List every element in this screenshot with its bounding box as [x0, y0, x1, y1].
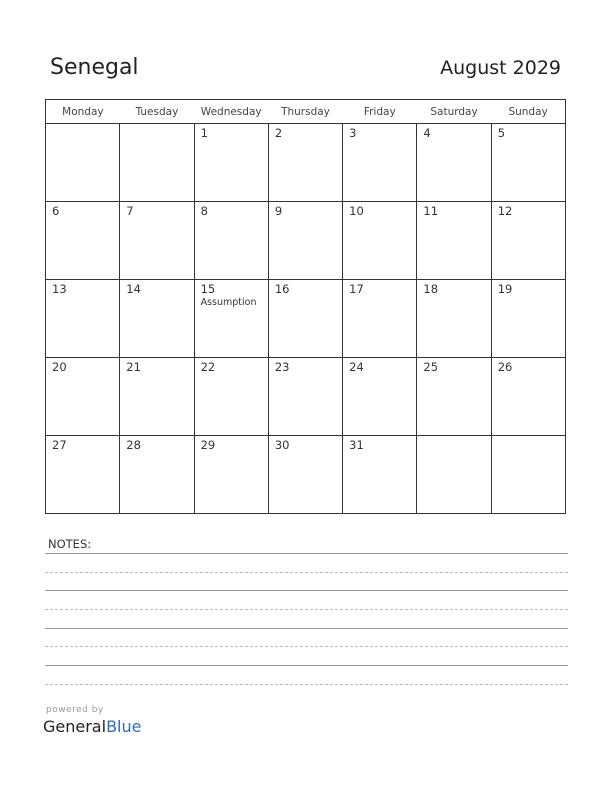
day-cell	[120, 436, 194, 514]
week-row	[46, 358, 566, 436]
weekday-header: Saturday	[417, 100, 491, 124]
day-cell	[120, 124, 194, 202]
day-number: 16	[274, 282, 290, 296]
notes-line	[45, 665, 568, 666]
day-number: 15	[200, 282, 216, 296]
day-number: 18	[423, 282, 439, 296]
day-number: 24	[349, 360, 364, 374]
day-cell	[491, 436, 565, 514]
day-cell	[46, 358, 120, 436]
day-number: 10	[349, 204, 364, 218]
day-cell	[417, 436, 491, 514]
day-cell	[268, 358, 342, 436]
day-number: 13	[52, 282, 67, 296]
day-number: 25	[423, 360, 439, 374]
day-cell	[268, 124, 342, 202]
notes-line	[45, 609, 568, 610]
day-cell	[46, 436, 120, 514]
logo-general: General	[43, 717, 107, 736]
notes-line	[45, 590, 568, 591]
day-cell	[417, 202, 491, 280]
month-year-title: August 2029	[440, 57, 561, 79]
day-number: 19	[497, 282, 513, 296]
day-number: 7	[126, 204, 134, 218]
weekday-header: Tuesday	[120, 100, 194, 124]
weekday-header: Thursday	[268, 100, 342, 124]
day-cell	[343, 280, 417, 358]
day-cell	[417, 280, 491, 358]
day-cell	[417, 124, 491, 202]
day-number: 14	[126, 282, 141, 296]
day-number	[120, 124, 193, 126]
day-cell	[343, 202, 417, 280]
day-number: 5	[497, 126, 506, 140]
day-number: 30	[274, 438, 290, 452]
day-cell	[46, 124, 120, 202]
day-number: 17	[349, 282, 364, 296]
day-number: 1	[200, 126, 208, 140]
day-cell	[120, 202, 194, 280]
day-number: 12	[497, 204, 513, 218]
holiday-label: Assumption	[200, 297, 257, 308]
notes-line	[45, 572, 568, 573]
weekday-header: Wednesday	[194, 100, 268, 124]
day-number	[417, 436, 490, 438]
day-number: 8	[200, 204, 208, 218]
week-row	[46, 280, 566, 358]
day-cell	[120, 358, 194, 436]
day-number: 22	[200, 360, 216, 374]
day-cell	[268, 280, 342, 358]
weekday-header: Monday	[46, 100, 120, 124]
day-cell	[46, 202, 120, 280]
notes-label: NOTES:	[48, 537, 92, 551]
day-cell	[491, 358, 565, 436]
notes-line	[45, 684, 568, 685]
day-number: 31	[349, 438, 364, 452]
day-cell	[194, 202, 268, 280]
day-number: 6	[52, 204, 60, 218]
notes-line	[45, 646, 568, 647]
day-cell	[268, 436, 342, 514]
day-number: 3	[349, 126, 357, 140]
day-cell	[194, 280, 268, 358]
weekday-header: Friday	[343, 100, 417, 124]
notes-line	[45, 628, 568, 629]
day-number: 26	[497, 360, 513, 374]
day-cell	[491, 124, 565, 202]
day-cell	[343, 436, 417, 514]
day-number: 11	[423, 204, 439, 218]
day-cell	[46, 280, 120, 358]
week-row	[46, 202, 566, 280]
weekday-header: Sunday	[491, 100, 565, 124]
day-cell	[417, 358, 491, 436]
day-cell	[343, 358, 417, 436]
powered-by-text: powered by	[46, 705, 104, 715]
day-number: 2	[274, 126, 283, 140]
day-number: 9	[274, 204, 283, 218]
day-number: 20	[52, 360, 67, 374]
logo-blue: Blue	[106, 717, 142, 736]
day-cell	[268, 202, 342, 280]
day-cell	[194, 124, 268, 202]
day-cell	[491, 280, 565, 358]
day-number: 4	[423, 126, 431, 140]
calendar-grid	[45, 99, 566, 514]
day-number	[46, 124, 119, 126]
day-cell	[343, 124, 417, 202]
country-title: Senegal	[50, 55, 139, 80]
day-number: 27	[52, 438, 67, 452]
day-number: 21	[126, 360, 141, 374]
week-row	[46, 124, 566, 202]
day-cell	[120, 280, 194, 358]
day-cell	[194, 436, 268, 514]
day-number: 28	[126, 438, 141, 452]
week-row	[46, 436, 566, 514]
day-number: 23	[274, 360, 290, 374]
generalblue-logo	[43, 717, 141, 736]
day-number	[492, 436, 565, 438]
day-cell	[491, 202, 565, 280]
notes-line	[45, 553, 568, 554]
day-cell	[194, 358, 268, 436]
day-number: 29	[200, 438, 216, 452]
weekday-header-row	[46, 100, 566, 124]
